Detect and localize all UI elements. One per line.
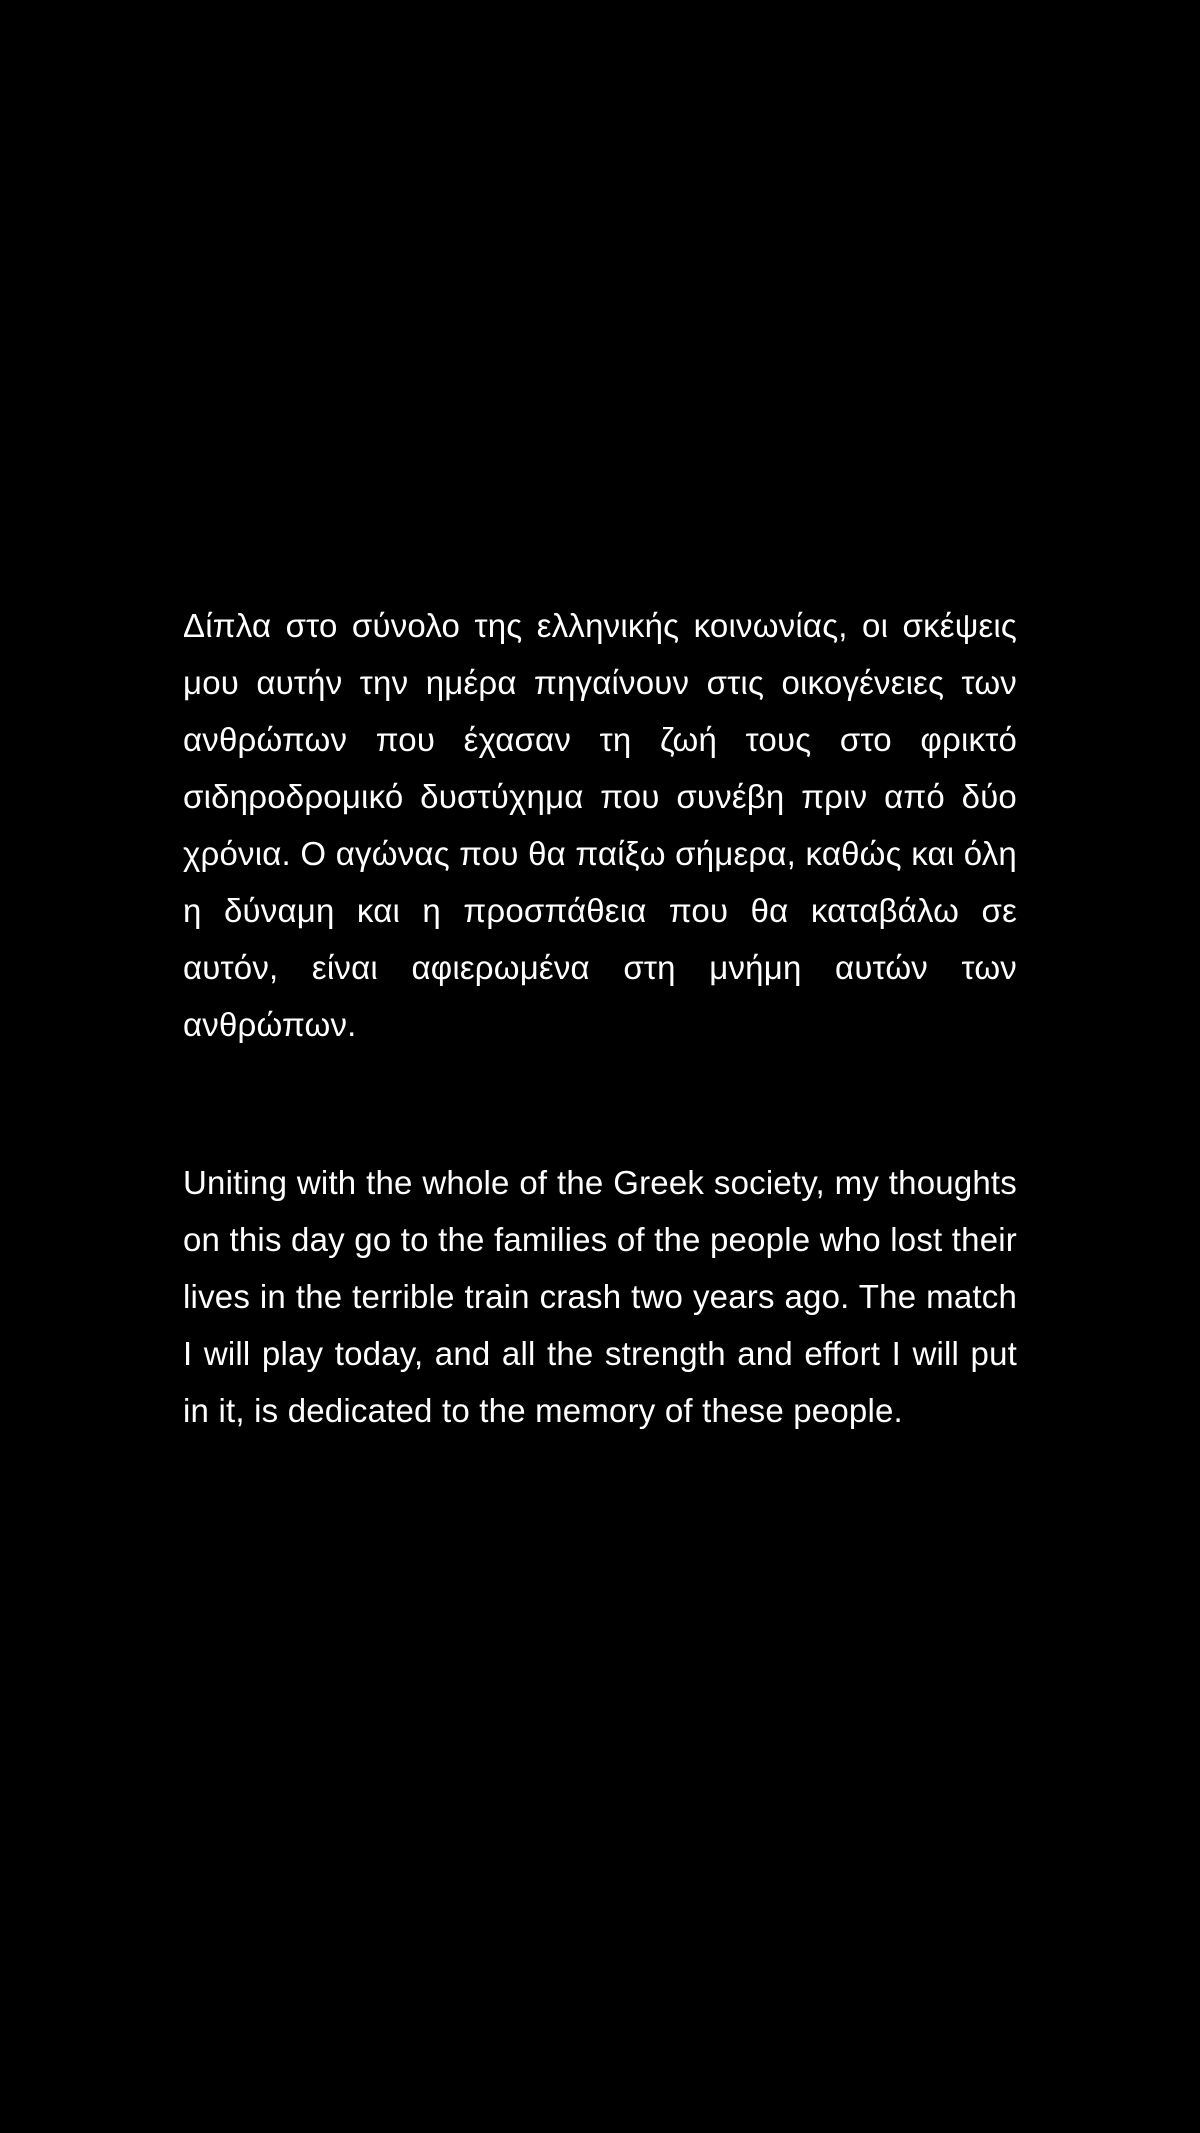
english-statement-paragraph: Uniting with the whole of the Greek society, my thoughts on this day go to the families of the people who lost their lives in the terrible train crash two years ago. The match I will play today, and all the strength and effort I will put in it, is dedicated to the memory of these people. (183, 1164, 1017, 1429)
greek-statement-paragraph: Δίπλα στο σύνολο της ελληνικής κοινωνίας, οι σκέψεις μου αυτήν την ημέρα πηγαίνουν στις οικογένειες των ανθρώπων που έχασαν τη ζωή τους στο φρικτό σιδηροδρομικό δυστύχημα που συνέβη πριν από δύο χρόνια. Ο αγώνας που θα παίξω σήμερα, καθώς και όλη η δύναμη και η προσπάθεια που θα καταβάλω σε αυτόν, είναι αφιερωμένα στη μνήμη αυτών των ανθρώπων. (183, 607, 1017, 1043)
